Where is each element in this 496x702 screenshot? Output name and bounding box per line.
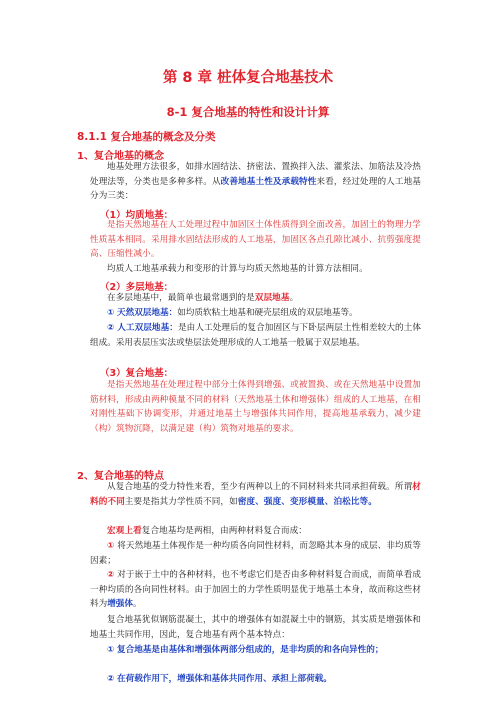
emphasis-text: 双层地基	[254, 293, 290, 303]
text: 从复合地基的受力特性来看，至少有两种以上的不同材料来共同承担荷载。所谓	[107, 482, 413, 492]
paragraph-homogeneous: 是指天然地基在人工处理过程中加固区土体性质得到全面改善，加固土的物理力学性质基本相同。采用排水固结法形成的人工地基，加固区各点孔隙比减小、抗剪强度提高、压缩性减小。	[90, 220, 421, 260]
paragraph-analogy: 复合地基犹似钢筋混凝土，其中的增强体有如混凝土中的钢筋，其实质是增强体和地基土共同作用，因此，复合地基有两个基本特点：	[90, 615, 421, 640]
item-text: 是由人工处理后的复合加固区与下卧层两层土性相差较大的土体组成。采用表层压实法或垫层法处理形成的人工地基一般属于双层地基。	[90, 323, 421, 348]
item-number: ①	[107, 645, 115, 655]
emphasis-text: 材料的不同	[90, 482, 421, 507]
list-item-natural-double	[90, 306, 421, 321]
item-text: 对于嵌于土中的各种材料，也不考虑它们是否由多种材料复合而成，而简单看成一种均质的各向同性材料。由于加固土的力学性质明显优于地基土本身，故而称这些材料为	[90, 570, 421, 610]
item-label: 人工双层地基：	[117, 323, 178, 333]
item-number: ②	[107, 323, 115, 333]
paragraph-intro	[90, 160, 421, 204]
chapter-title: 第 8 章 桩体复合地基技术	[162, 70, 334, 86]
item-number: ②	[107, 570, 115, 580]
emphasis-text: 密度、强度、变形模量、泊松比等。	[237, 496, 377, 507]
text: 复合地基均是两相，由两种材料复合而成：	[141, 526, 307, 536]
item-number: ①	[107, 541, 115, 551]
item-number: ②	[107, 674, 115, 684]
item-text: 将天然地基土体视作是一种均质各向同性材料，而忽略其本身的成层、非均质等因素；	[90, 541, 421, 566]
paragraph-homogeneous-calc: 均质人工地基承载力和变形的计算与均质天然地基的计算方法相同。	[107, 264, 368, 274]
text: 地基处理方法很多，如排水固结法、挤密法、置换拌入法、灌浆法、加筋法及冷热处理法等，分类也是多种多样。从	[90, 162, 421, 187]
text: 主要是指其力学性质不同，如	[124, 496, 238, 507]
subsection-title: 8.1.1 复合地基的概念及分类	[77, 131, 216, 143]
emphasis-text: 增强体	[107, 599, 133, 610]
list-item-feature-1	[90, 643, 421, 658]
item-text: 。	[133, 599, 142, 610]
text: 在多层地基中，最简单也最常遇到的是	[107, 293, 255, 303]
paragraph-composite: 是指天然地基在处理过程中部分土体得到增强、或被置换、或在天然地基中设置加筋材料，形成由两种模量不同的材料（天然地基土体和增强体）组成的人工地基，在相对刚性基础下协调变形，并通过地基土与增强体共同作用，提高地基承载力，减少建（构）筑物沉降，以满足建（构）筑物对地基的要求。	[90, 380, 421, 434]
item-number: ①	[107, 308, 115, 318]
subheading-multilayer: （2）多层地基：	[100, 282, 174, 293]
item-text: 如均质软粘土地基和硬壳层组成的双层地基等。	[177, 308, 358, 318]
item-label: 天然双层地基：	[117, 308, 178, 318]
subheading-composite: （3）复合地基：	[100, 368, 174, 379]
list-item-reinforcement	[90, 568, 421, 612]
paragraph-features	[90, 480, 421, 509]
section-title: 8-1 复合地基的特性和设计计算	[166, 105, 330, 119]
text: 来看，经过处理的人工地基分为三类：	[90, 176, 421, 202]
item-text: 在荷载作用下，增强体和基体共同作用、承担上部荷载。	[117, 674, 332, 684]
list-item-soil	[90, 539, 421, 568]
heading-concept: 1、复合地基的概念	[77, 151, 164, 162]
list-item-feature-2	[90, 672, 421, 687]
heading-features: 2、复合地基的特点	[77, 471, 164, 482]
item-text: 复合地基是由基体和增强体两部分组成的，是非均质的和各向异性的；	[117, 645, 384, 655]
emphasis-text: 改善地基土性及承载特性	[220, 176, 317, 187]
emphasis-text: 宏观上看	[107, 526, 142, 536]
paragraph-multilayer	[90, 291, 421, 306]
subheading-homogeneous: （1）均质地基：	[100, 210, 174, 221]
list-item-artificial-double	[90, 321, 421, 350]
paragraph-macro	[90, 524, 421, 539]
text: 。	[289, 293, 299, 303]
